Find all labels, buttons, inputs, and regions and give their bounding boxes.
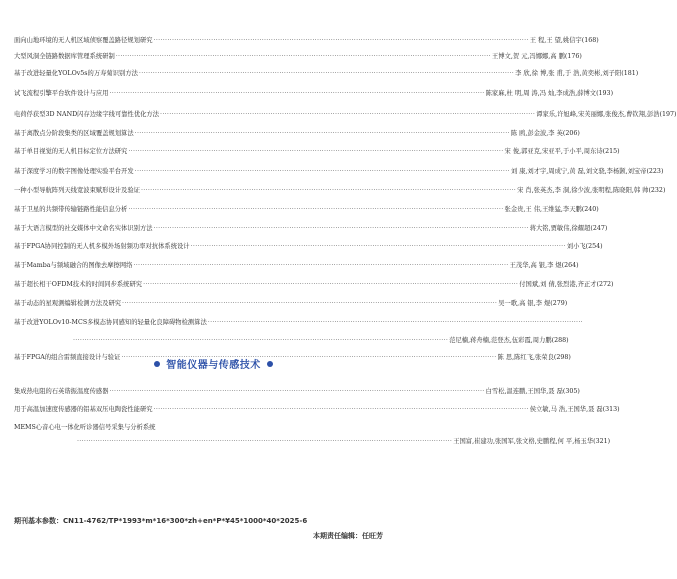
toc-title: 基于单目视觉的无人机目标定位方法研究 [14,148,128,155]
toc-title: 用于高温加速度传感器的铝基双压电陶瓷性能研究 [14,406,153,413]
toc-title: 一种小型导航阵列天线宽波束赋形设计及验证 [14,187,140,194]
responsible-editor: 本期责任编辑：任旺芳 [313,532,383,540]
journal-parameters: 期刊基本参数：CN11-4762/TP*1993*m*16*300*zh+en*P*¥45*1000*40*2025-6 [14,517,308,525]
toc-entry[interactable] [14,262,579,270]
toc-authors: 刘 康,刘才宇,周成宁,黄 磊,刘文骁,李杨颢,刘宝帝(223) [510,168,664,175]
toc-authors: 谭家乐,许旭峰,宋芙丽娜,张俊杰,曹钦翔,彭浩(197) [536,111,677,118]
toc-authors: 白雪松,温连鹏,王国华,聂 磊(305) [485,388,580,395]
toc-entry[interactable] [14,319,569,345]
toc-entry[interactable] [14,406,620,414]
toc-authors: 陈 鸥,彭金波,李 英(206) [510,130,580,137]
toc-title: 大型风洞全链路数据库管理系统研制 [14,53,115,60]
toc-entry[interactable] [14,148,620,156]
toc-entry[interactable] [14,187,666,195]
toc-title: 基于FPGA的组合雷频直接设计与验证 [14,354,121,361]
toc-title: 基于卫星的共频带传输链路性能信息分析 [14,206,128,213]
toc-entry[interactable] [14,90,614,98]
toc-entry[interactable] [14,37,599,45]
toc-entry[interactable] [14,388,580,396]
toc-authors: 王 程,王 望,姚信宇(168) [529,37,599,44]
toc-title: 基于深度学习的数字图像处理实验平台开发 [14,168,134,175]
toc-entry[interactable] [14,111,677,119]
toc-title: 基于大语言模型的社交媒体中文命名实体识别方法 [14,225,153,232]
toc-entry[interactable] [14,243,603,251]
toc-entry[interactable] [14,424,611,446]
toc-title: MEMS心音心电一体化听诊器信号采集与分析系统 [14,424,156,431]
toc-entry[interactable] [14,300,568,308]
toc-authors: 王国富,崔建功,张国军,张文格,史鹏程,何 平,杨玉华(321) [453,438,611,445]
toc-authors: 付国斌,刘 倩,张烈港,齐正才(272) [519,281,614,288]
toc-title: 电荷俘获型3D NAND闪存边缘字线可靠性优化方法 [14,111,160,118]
toc-authors: 张金贵,王 伟,王维猛,李天鹏(240) [504,206,599,213]
toc-authors: 陈 思,陈红飞,张荣良(298) [497,354,571,361]
bullet-dot-icon [154,361,160,367]
toc-authors: 李 欣,徐 博,张 甫,于 浩,黄奕彬,刘子阳(181) [515,70,639,77]
toc-authors: 宋 肖,张英杰,李 洞,徐少波,张明程,陈晓阳,韩 帅(232) [517,187,666,194]
toc-entry[interactable] [14,206,599,214]
toc-entry[interactable] [14,225,608,233]
bullet-dot-icon [267,361,273,367]
toc-entry[interactable] [14,70,639,78]
toc-authors: 侯立敏,马 浩,王国华,聂 磊(313) [529,406,620,413]
toc-title: 面向山地环境的无人机区域侦察覆盖路径规划研究 [14,37,153,44]
toc-authors: 吴一歌,高 银,李 煜(279) [498,300,568,307]
toc-authors: 范尼楠,蒋舟楠,范登杰,伍彩霞,周力鹏(288) [449,337,569,344]
toc-authors: 王茂华,高 银,李 煜(264) [509,262,579,269]
toc-entry[interactable] [14,53,582,61]
toc-authors: 陈家麻,杜 明,周 涛,冯 灿,李成浩,薛博文(193) [485,90,614,97]
toc-authors: 蒋大铭,贾敏伟,徐耀超(247) [529,225,608,232]
toc-entry[interactable] [14,281,614,289]
toc-list-sensors [14,388,620,456]
section-heading [0,356,427,371]
toc-authors: 宋 俊,郭亚克,宋亚平,于小平,周东诗(215) [504,148,620,155]
section-title: 智能仪器与传感技术 [166,360,261,371]
toc-title: 基于FPGA协同控制的无人机多模外场射频功率对抗体系统设计 [14,243,190,250]
toc-title: 基于离散点分阶段集类的区域覆盖规划算法 [14,130,134,137]
toc-authors: 王博文,贺 元,冯娜娜,高 鹏(176) [491,53,582,60]
toc-title: 基于超长相干OFDM技术的时间同步系统研究 [14,281,143,288]
toc-title: 集成热电阻的石英谐振温度传感器 [14,388,109,395]
toc-entry[interactable] [14,130,580,138]
toc-title: 基于改进YOLOv10-MCS多模态协同感知的轻量化良障碍物检测算法 [14,319,207,326]
toc-title: 基于动态的星观测编辑检测方法及研究 [14,300,122,307]
toc-authors: 刘小飞(254) [566,243,603,250]
toc-title: 试飞流程引擎平台软件设计与应用 [14,90,109,97]
toc-title: 基于改进轻量化YOLOv5s的万寿菊识别方法 [14,70,138,77]
toc-title: 基于Mamba与频域融合的图像去摩擦网络 [14,262,133,269]
toc-entry[interactable] [14,168,664,176]
